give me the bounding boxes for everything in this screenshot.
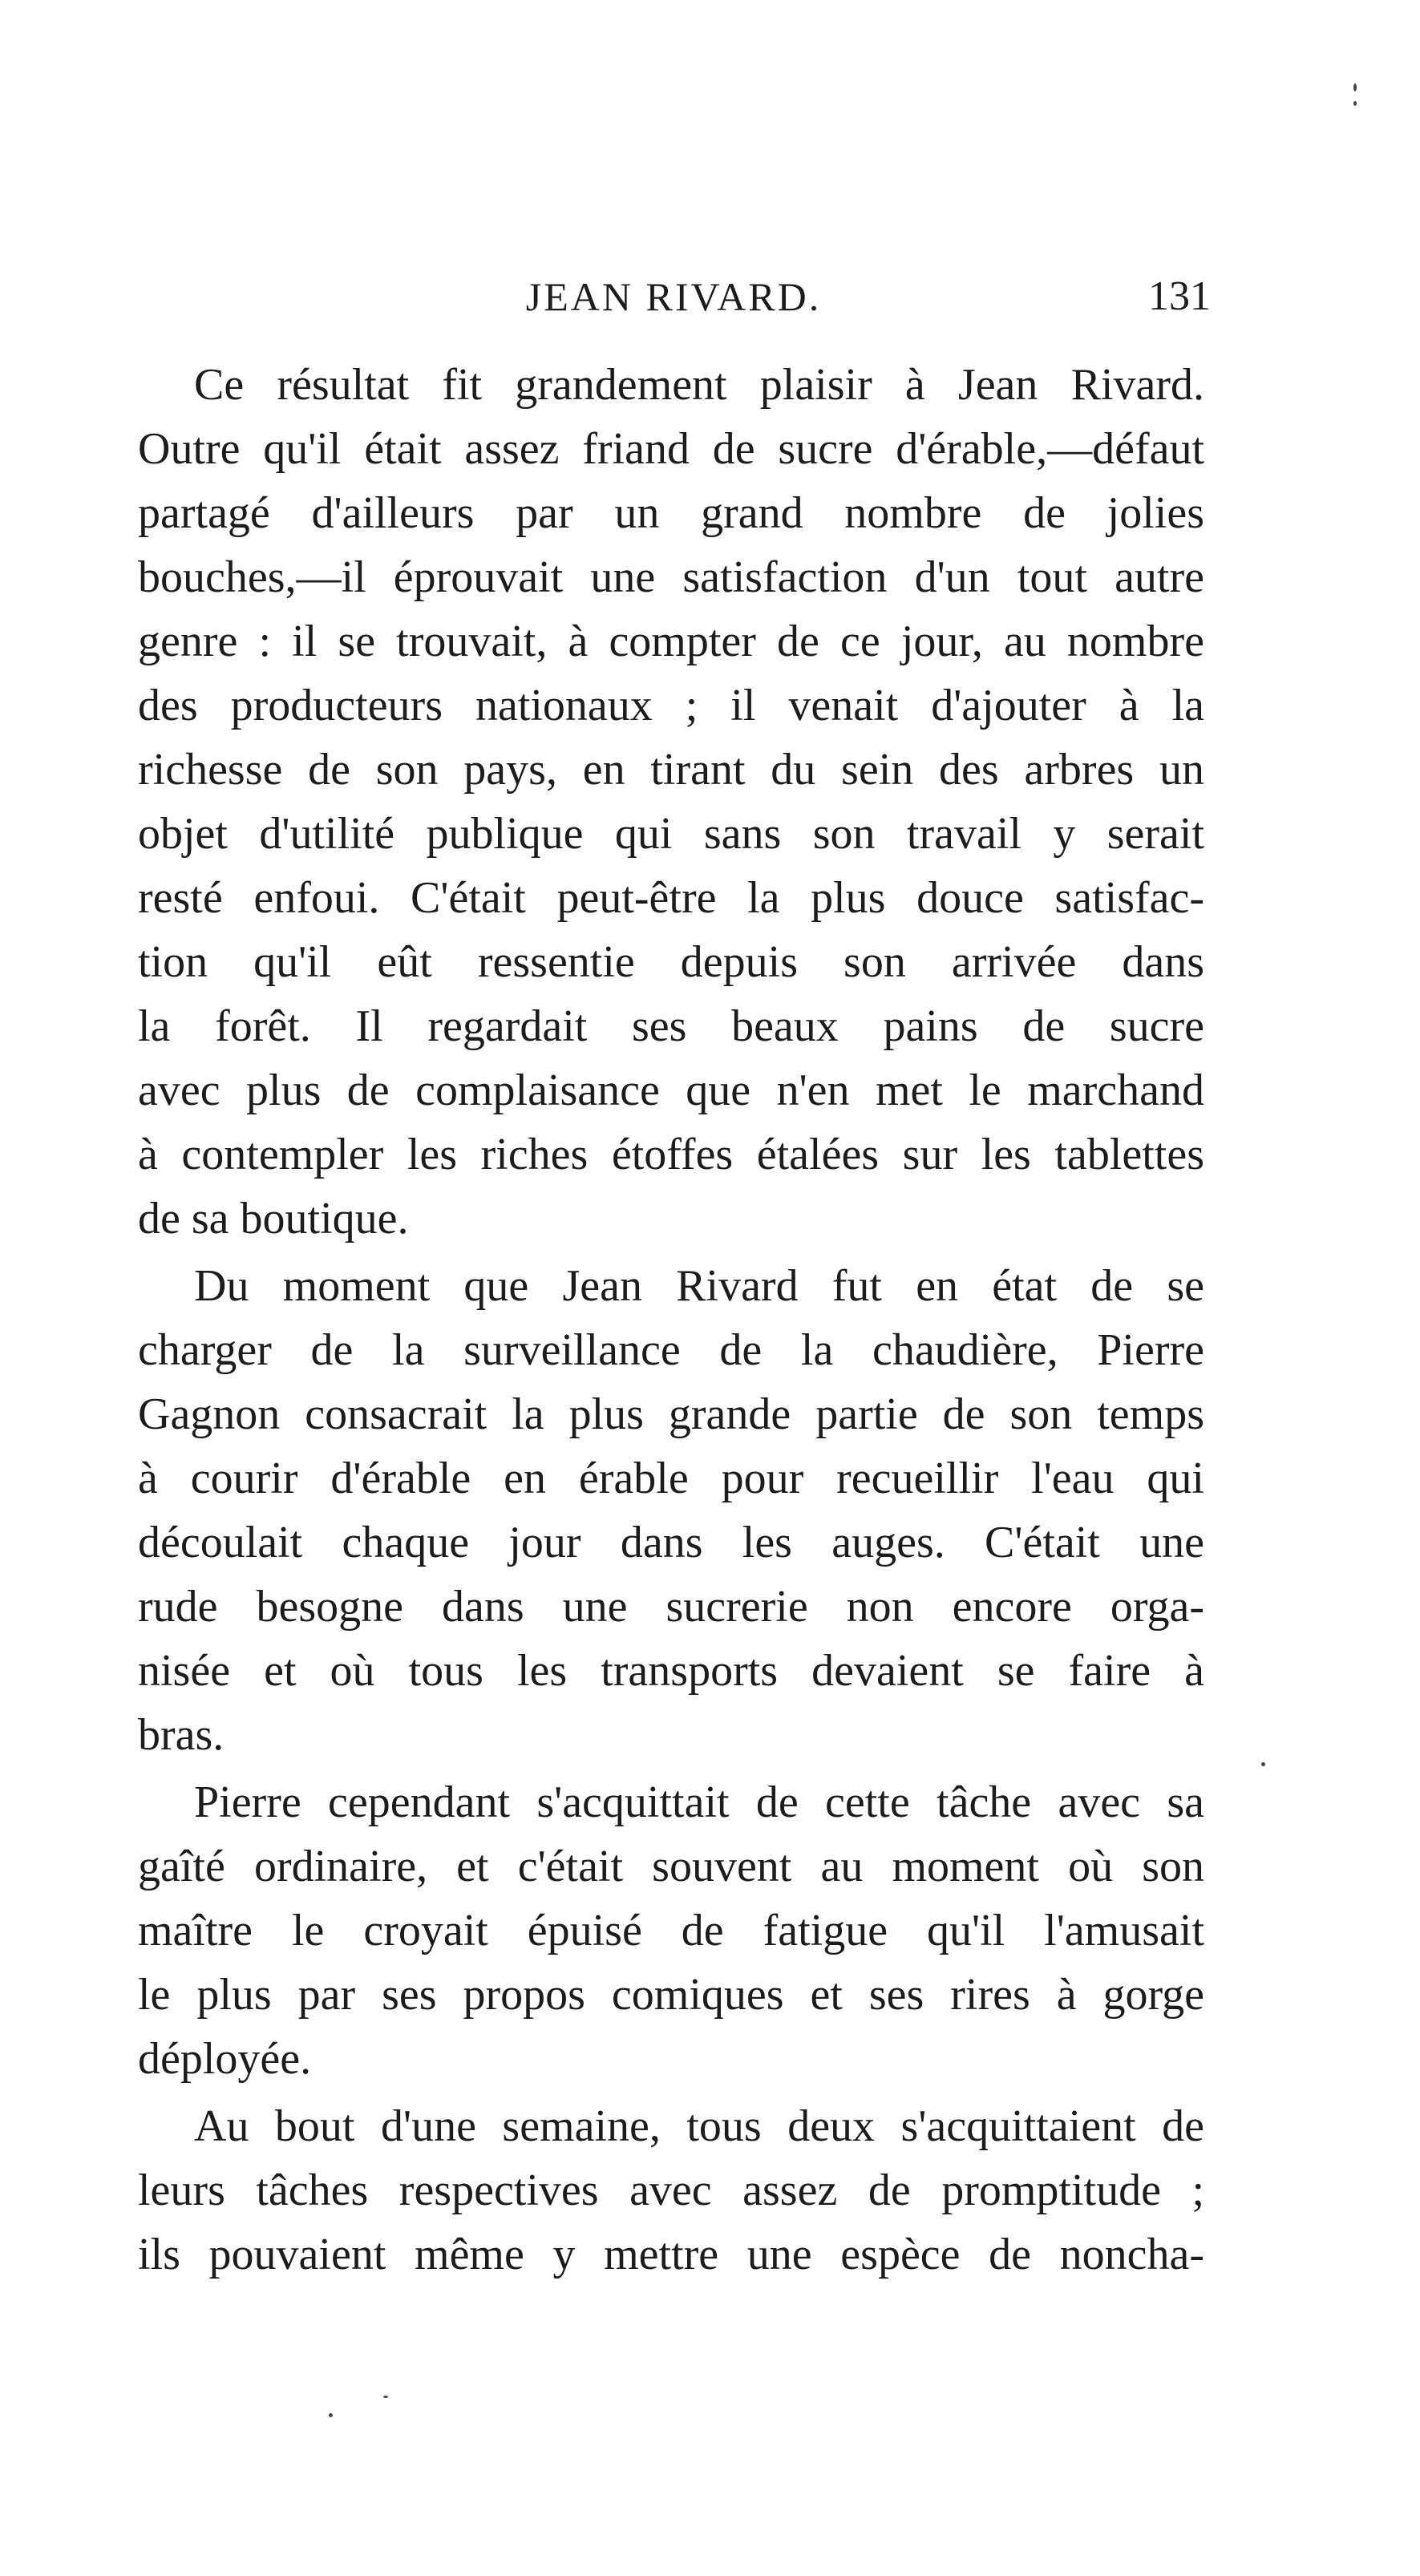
text-line: partagé d'ailleurs par un grand nombre de jolies [138, 488, 1204, 538]
paragraph-1 [138, 353, 1204, 1251]
text-line: leurs tâches respectives avec assez de promptitude ; [138, 2166, 1204, 2215]
text-line: Ce résultat fit grandement plaisir à Jean Rivard. [194, 360, 1204, 410]
text-line: Du moment que Jean Rivard fut en état de se [194, 1261, 1204, 1311]
scan-speck [1353, 83, 1357, 91]
text-line: à contempler les riches étoffes étalées sur les tablettes [138, 1130, 1204, 1179]
text-line: nisée et où tous les transports devaient se faire à [138, 1646, 1204, 1696]
scan-speck [329, 2413, 333, 2417]
paragraph-4 [138, 2094, 1204, 2287]
text-line: Au bout d'une semaine, tous deux s'acquittaient de [194, 2101, 1204, 2151]
text-line: Gagnon consacrait la plus grande partie de son temps [138, 1389, 1204, 1439]
text-line: à courir d'érable en érable pour recueillir l'eau qui [138, 1454, 1204, 1503]
paragraph-3 [138, 1770, 1204, 2091]
running-title: JEAN RIVARD. [525, 274, 822, 319]
text-line: de sa boutique. [138, 1194, 409, 1244]
scan-speck [1261, 1762, 1265, 1766]
text-line: bras. [138, 1710, 225, 1760]
text-line: richesse de son pays, en tirant du sein des arbres un [138, 745, 1204, 795]
text-line: gaîté ordinaire, et c'était souvent au moment où son [138, 1842, 1204, 1891]
text-line: la forêt. Il regardait ses beaux pains de sucre [138, 1001, 1204, 1051]
text-line: objet d'utilité publique qui sans son travail y serait [138, 809, 1204, 859]
text-line: déployée. [138, 2034, 312, 2084]
text-line: maître le croyait épuisé de fatigue qu'il l'amusait [138, 1906, 1204, 1955]
text-line: genre : il se trouvait, à compter de ce jour, au nombre [138, 617, 1204, 666]
text-line: Pierre cependant s'acquittait de cette tâche avec sa [194, 1777, 1204, 1827]
text-line: bouches,—il éprouvait une satisfaction d'un tout autre [138, 552, 1204, 602]
text-line: Outre qu'il était assez friand de sucre d'érable,—défaut [138, 424, 1204, 474]
text-line: resté enfoui. C'était peut-être la plus douce satisfac- [138, 873, 1204, 923]
scan-speck [1353, 101, 1357, 106]
text-line: rude besogne dans une sucrerie non encore orga- [138, 1582, 1204, 1632]
text-line: des producteurs nationaux ; il venait d'ajouter à la [138, 681, 1204, 730]
scan-speck [383, 2396, 388, 2398]
page-header [136, 265, 1211, 329]
text-line: le plus par ses propos comiques et ses rires à gorge [138, 1970, 1204, 2020]
paragraph-2 [138, 1254, 1204, 1767]
text-line: charger de la surveillance de la chaudière, Pierre [138, 1325, 1204, 1375]
text-line: ils pouvaient même y mettre une espèce de noncha- [138, 2230, 1204, 2279]
text-line: avec plus de complaisance que n'en met le marchand [138, 1066, 1204, 1115]
page-number: 131 [1148, 273, 1211, 319]
text-line: tion qu'il eût ressentie depuis son arrivée dans [138, 937, 1204, 987]
page-body [138, 353, 1204, 2287]
text-line: découlait chaque jour dans les auges. C'était une [138, 1518, 1204, 1567]
